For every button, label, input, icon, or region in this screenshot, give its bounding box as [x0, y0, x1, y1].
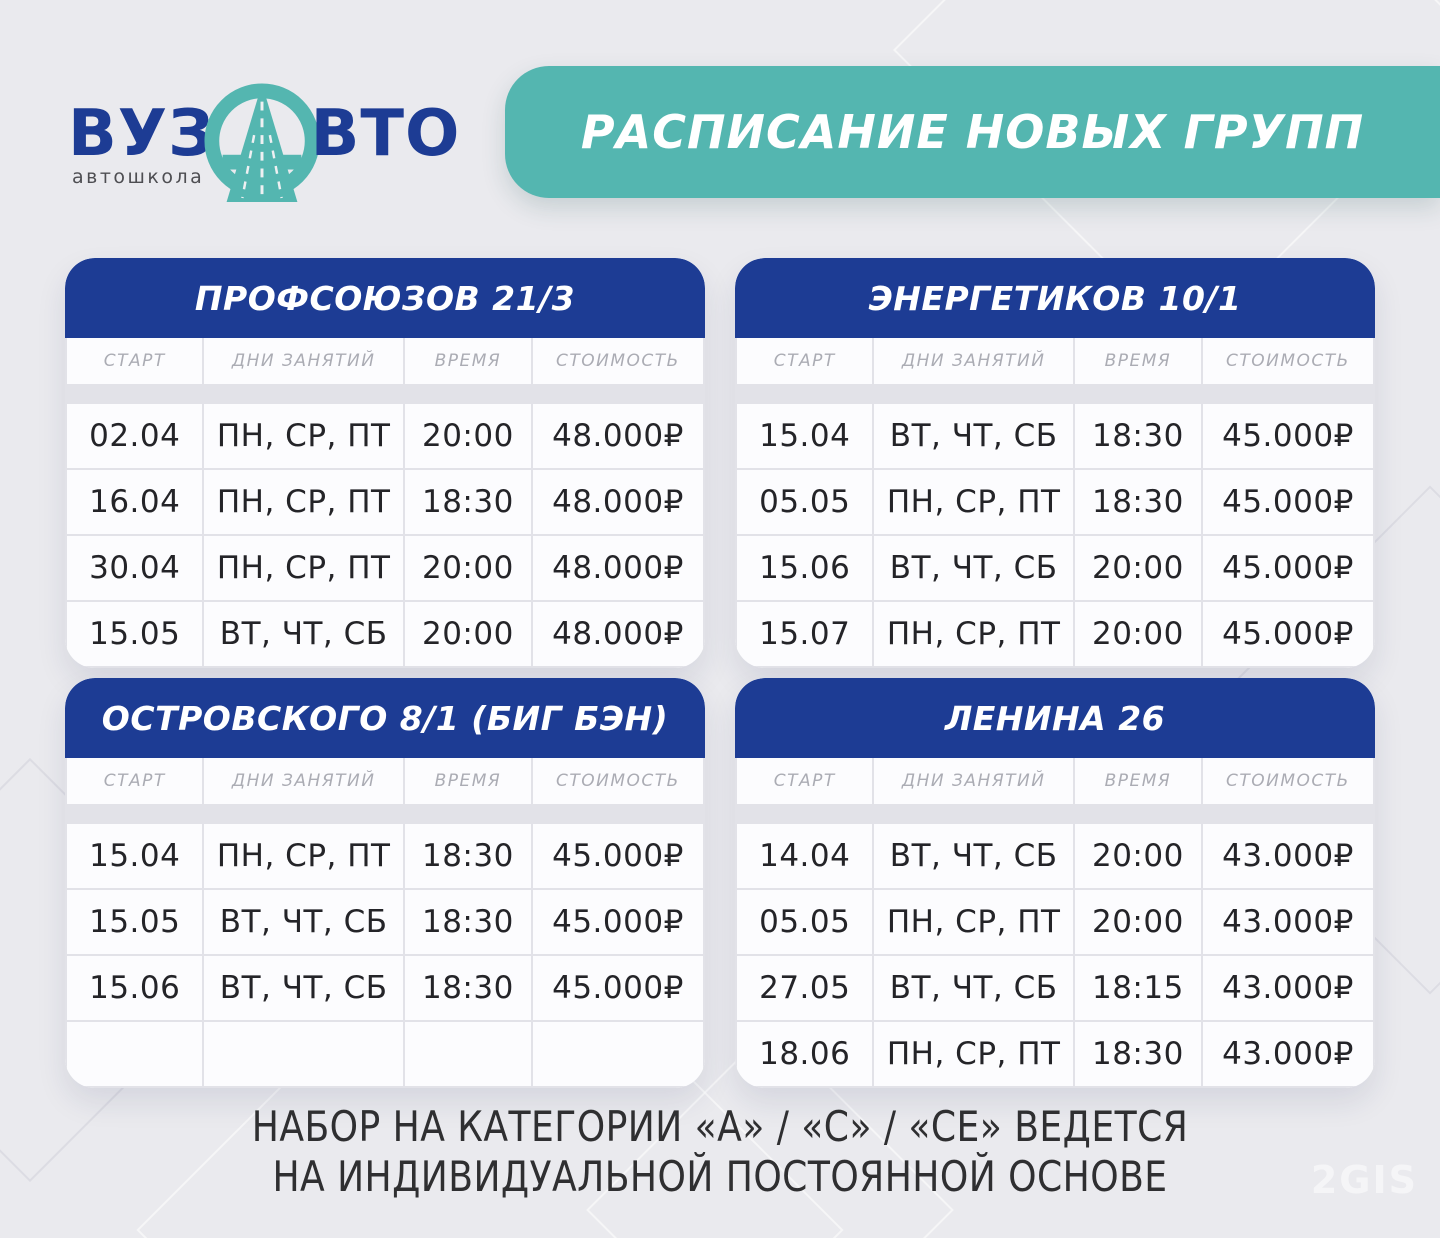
table-cell: 45.000₽ [533, 824, 703, 888]
table-cell: 48.000₽ [533, 536, 703, 600]
table-cell: ВТ, ЧТ, СБ [874, 956, 1072, 1020]
table-cell [67, 1022, 202, 1086]
table-cell: 18:15 [1075, 956, 1201, 1020]
column-header: СТАРТ [67, 338, 202, 384]
table-cell: 43.000₽ [1203, 956, 1373, 1020]
column-header: ДНИ ЗАНЯТИЙ [204, 338, 402, 384]
table-cell: 43.000₽ [1203, 1022, 1373, 1086]
road-in-circle-a-icon [203, 80, 321, 202]
table-cell [533, 1022, 703, 1086]
recruitment-note-line2: НА ИНДИВИДУАЛЬНОЙ ПОСТОЯННОЙ ОСНОВЕ [272, 1152, 1168, 1201]
table-cell: ВТ, ЧТ, СБ [204, 890, 402, 954]
table-cell: 48.000₽ [533, 602, 703, 666]
table-cell: 15.05 [67, 602, 202, 666]
table-cell: 20:00 [405, 602, 531, 666]
table-cell: ПН, СР, ПТ [204, 824, 402, 888]
logo-text-left: ВУЗ [68, 97, 215, 171]
table-cell: 48.000₽ [533, 404, 703, 468]
column-header: ВРЕМЯ [405, 758, 531, 804]
table-cell: 15.04 [67, 824, 202, 888]
table-cell: ПН, СР, ПТ [204, 470, 402, 534]
table-cell: 15.05 [67, 890, 202, 954]
column-header: ВРЕМЯ [1075, 338, 1201, 384]
table-cell: ПН, СР, ПТ [874, 890, 1072, 954]
table-cell: ВТ, ЧТ, СБ [874, 404, 1072, 468]
table-cell: 43.000₽ [1203, 824, 1373, 888]
table-cell: ВТ, ЧТ, СБ [204, 602, 402, 666]
schedule-banner [505, 66, 1440, 198]
table-title: ЭНЕРГЕТИКОВ 10/1 [735, 258, 1375, 338]
table-cell: 14.04 [737, 824, 872, 888]
column-header: СТОИМОСТЬ [1203, 338, 1373, 384]
table-cell: 20:00 [405, 536, 531, 600]
table-cell: 20:00 [1075, 890, 1201, 954]
schedule-table-lenina [735, 678, 1375, 1088]
table-cell: 48.000₽ [533, 470, 703, 534]
table-cell: ВТ, ЧТ, СБ [874, 536, 1072, 600]
table-cell: 45.000₽ [1203, 602, 1373, 666]
table-cell: 18:30 [405, 890, 531, 954]
table-cell: 02.04 [67, 404, 202, 468]
schedule-table-profsoyuzov [65, 258, 705, 668]
banner-title: РАСПИСАНИЕ НОВЫХ ГРУПП [580, 105, 1365, 159]
table-cell: 18.06 [737, 1022, 872, 1086]
table-cell: 45.000₽ [533, 890, 703, 954]
table-cell: 43.000₽ [1203, 890, 1373, 954]
table-cell: 05.05 [737, 470, 872, 534]
schedule-grid [65, 338, 705, 668]
table-cell: 27.05 [737, 956, 872, 1020]
table-cell: 45.000₽ [1203, 404, 1373, 468]
table-cell: 45.000₽ [533, 956, 703, 1020]
table-cell: 05.05 [737, 890, 872, 954]
table-cell: 20:00 [1075, 602, 1201, 666]
table-cell: 18:30 [405, 470, 531, 534]
table-cell: 15.06 [737, 536, 872, 600]
schedule-table-ostrovskogo [65, 678, 705, 1088]
table-cell: 18:30 [405, 824, 531, 888]
column-header: СТАРТ [67, 758, 202, 804]
table-cell: 18:30 [1075, 470, 1201, 534]
table-cell: 20:00 [1075, 824, 1201, 888]
schedule-table-energetikov [735, 258, 1375, 668]
table-cell: 30.04 [67, 536, 202, 600]
table-cell: 45.000₽ [1203, 536, 1373, 600]
2gis-watermark: 2GIS [1310, 1158, 1418, 1202]
table-cell: ПН, СР, ПТ [874, 470, 1072, 534]
table-cell [405, 1022, 531, 1086]
schedule-grid [735, 758, 1375, 1088]
recruitment-note [101, 1102, 1339, 1202]
column-header: СТОИМОСТЬ [533, 338, 703, 384]
table-title: ОСТРОВСКОГО 8/1 (БИГ БЭН) [65, 678, 705, 758]
table-cell: 20:00 [1075, 536, 1201, 600]
table-cell: 20:00 [405, 404, 531, 468]
column-header: ВРЕМЯ [405, 338, 531, 384]
column-header: СТОИМОСТЬ [533, 758, 703, 804]
column-header: СТАРТ [737, 338, 872, 384]
table-cell: ВТ, ЧТ, СБ [874, 824, 1072, 888]
table-cell: 18:30 [405, 956, 531, 1020]
table-cell: 15.07 [737, 602, 872, 666]
recruitment-note-line1: НАБОР НА КАТЕГОРИИ «А» / «С» / «СЕ» ВЕДЕТСЯ [251, 1102, 1189, 1151]
schedule-grid [735, 338, 1375, 668]
logo-subtitle: автошкола [72, 166, 205, 188]
table-title: ПРОФСОЮЗОВ 21/3 [65, 258, 705, 338]
column-header: ДНИ ЗАНЯТИЙ [874, 758, 1072, 804]
table-title: ЛЕНИНА 26 [735, 678, 1375, 758]
table-cell: ПН, СР, ПТ [204, 404, 402, 468]
column-header: СТАРТ [737, 758, 872, 804]
table-cell [204, 1022, 402, 1086]
logo [68, 66, 460, 202]
schedule-grid [65, 758, 705, 1088]
table-cell: ПН, СР, ПТ [874, 602, 1072, 666]
table-cell: 15.04 [737, 404, 872, 468]
table-cell: 45.000₽ [1203, 470, 1373, 534]
logo-text-right: ВТО [310, 97, 461, 171]
column-header: ДНИ ЗАНЯТИЙ [874, 338, 1072, 384]
table-cell: ВТ, ЧТ, СБ [204, 956, 402, 1020]
table-cell: 15.06 [67, 956, 202, 1020]
table-cell: 18:30 [1075, 404, 1201, 468]
table-cell: ПН, СР, ПТ [874, 1022, 1072, 1086]
table-cell: 18:30 [1075, 1022, 1201, 1086]
column-header: ДНИ ЗАНЯТИЙ [204, 758, 402, 804]
table-cell: 16.04 [67, 470, 202, 534]
table-cell: ПН, СР, ПТ [204, 536, 402, 600]
column-header: СТОИМОСТЬ [1203, 758, 1373, 804]
column-header: ВРЕМЯ [1075, 758, 1201, 804]
